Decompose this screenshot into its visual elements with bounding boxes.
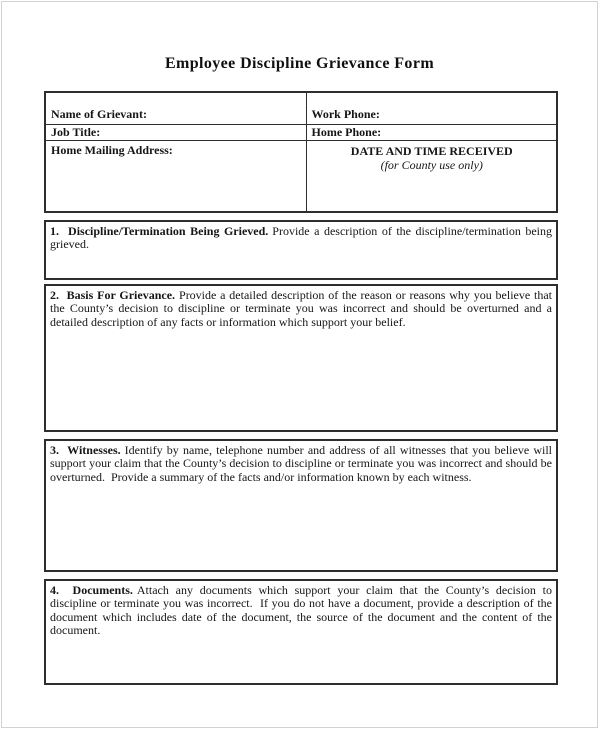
- name-of-grievant-cell: [45, 92, 306, 125]
- job-title-label: Job Title:: [51, 125, 101, 139]
- section-3-witnesses-box: [44, 439, 558, 572]
- name-of-grievant-label: Name of Grievant:: [51, 107, 147, 121]
- section-1-discipline-termination-box: [44, 220, 558, 280]
- section-3-text: [46, 441, 556, 484]
- table-row: [45, 141, 557, 213]
- date-time-received-cell: [306, 141, 557, 213]
- section-3-body: Identify by name, telephone number and address of all witnesses that you believe will support your claim that the County’s decision to discipline or terminate you was incorrect and should be overturned. Provide a summary of the facts and/or information known by each witness.: [50, 443, 553, 484]
- table-row: [45, 92, 557, 125]
- home-mailing-address-cell: [45, 141, 306, 213]
- section-4-body: Attach any documents which support your claim that the County’s decision to discipline or terminate you was incorrect. If you do not have a document, provide a description of the document which includes date of the document, the source of the document and the content of the document.: [50, 583, 553, 638]
- home-phone-cell: [306, 125, 557, 141]
- home-phone-label: Home Phone:: [311, 125, 382, 139]
- section-2-heading: 2. Basis For Grievance.: [50, 288, 176, 302]
- table-row: [45, 125, 557, 141]
- section-2-body: Provide a detailed description of the reason or reasons why you believe that the County’s decision to discipline or terminate you was incorrect and should be overturned and a detailed description of any facts or information which support your belief.: [50, 288, 552, 329]
- date-time-received-label: DATE AND TIME RECEIVED: [350, 144, 513, 158]
- work-phone-cell: [306, 92, 557, 125]
- form-page: [1, 1, 598, 728]
- section-4-text: [46, 581, 556, 638]
- section-3-heading: 3. Witnesses.: [50, 443, 121, 457]
- section-2-text: [46, 286, 556, 329]
- section-2-basis-for-grievance-box: [44, 284, 558, 432]
- job-title-cell: [45, 125, 306, 141]
- county-use-only-note: (for County use only): [380, 158, 483, 172]
- section-1-heading: 1. Discipline/Termination Being Grieved.: [50, 224, 269, 238]
- page-title: Employee Discipline Grievance Form: [164, 55, 435, 72]
- section-4-documents-box: [44, 579, 558, 685]
- section-1-text: [46, 222, 556, 252]
- home-mailing-address-label: Home Mailing Address:: [51, 143, 173, 157]
- work-phone-label: Work Phone:: [311, 107, 380, 121]
- section-4-heading: 4. Documents.: [50, 583, 133, 597]
- section-1-body: Provide a description of the discipline/termination being grieved.: [50, 224, 552, 252]
- grievant-info-table: [44, 91, 558, 213]
